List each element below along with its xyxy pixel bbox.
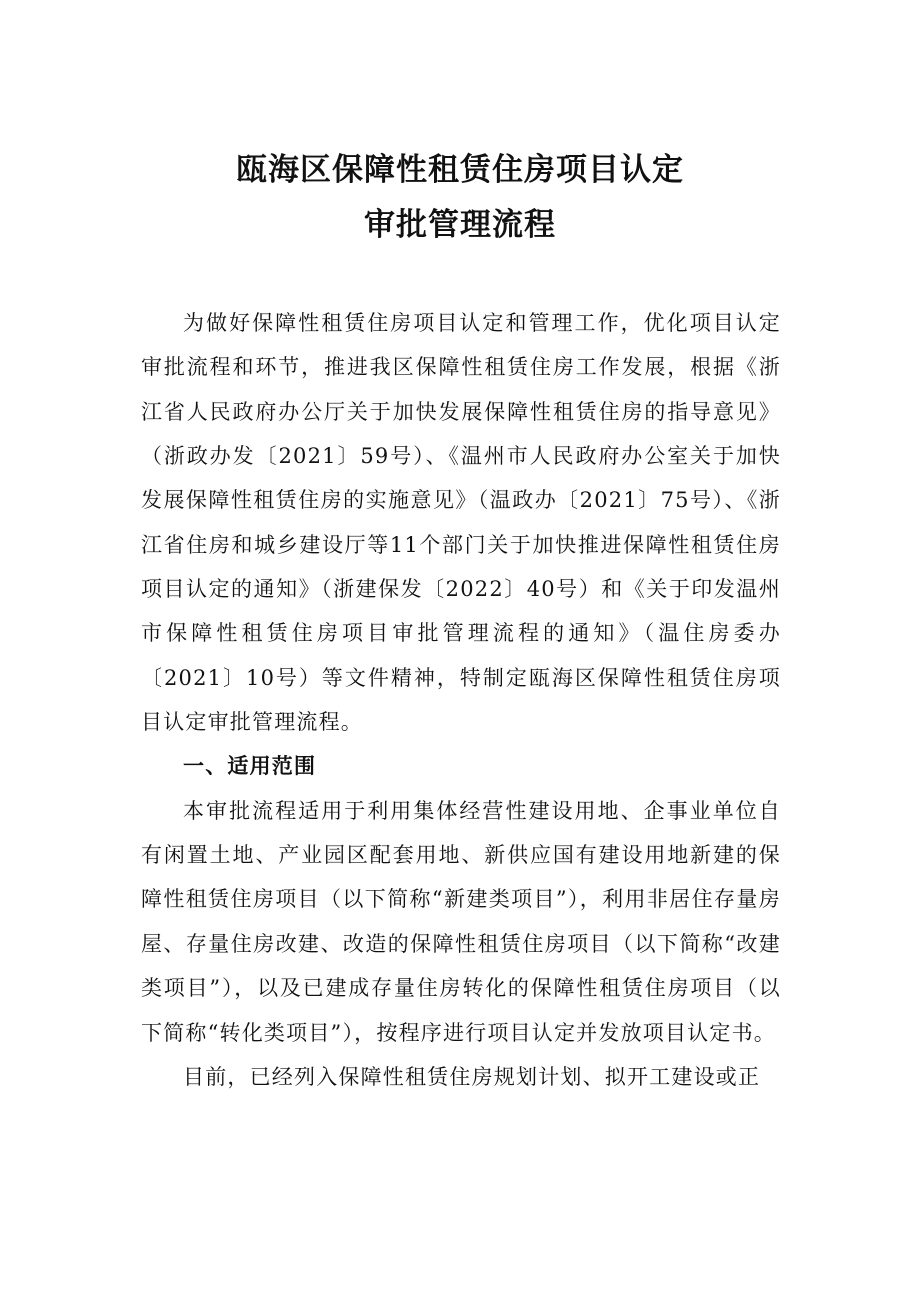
document-title-line-2: 审批管理流程: [364, 207, 556, 243]
intro-paragraph: 为做好保障性租赁住房项目认定和管理工作，优化项目认定审批流程和环节，推进我区保障性租赁住房工作发展，根据《浙江省人民政府办公厅关于加快发展保障性租赁住房的指导意见》（浙政办发〔2021〕59号）、《温州市人民政府办公室关于加快发展保障性租赁住房的实施意见》（温政办〔2021〕75号）、《浙江省住房和城乡建设厅等11个部门关于加快推进保障性租赁住房项目认定的通知》（浙建保发〔2022〕40号）和《关于印发温州市保障性租赁住房项目审批管理流程的通知》（温住房委办〔2021〕10号）等文件精神，特制定瓯海区保障性租赁住房项目认定审批管理流程。: [141, 311, 782, 735]
scope-paragraph: 本审批流程适用于利用集体经营性建设用地、企事业单位自有闲置土地、产业园区配套用地、新供应国有建设用地新建的保障性租赁住房项目（以下简称“新建类项目”），利用非居住存量房屋、存量住房改建、改造的保障性租赁住房项目（以下简称“改建类项目”），以及已建成存量住房转化的保障性租赁住房项目（以下简称“转化类项目”），按程序进行项目认定并发放项目认定书。: [141, 798, 781, 1045]
document-body: [141, 301, 781, 1099]
document-title-line-1: 瓯海区保障性租赁住房项目认定: [236, 152, 684, 188]
current-status-paragraph: 目前，已经列入保障性租赁住房规划计划、拟开工建设或正: [183, 1064, 761, 1089]
section-heading-scope: 一、适用范围: [183, 754, 317, 779]
